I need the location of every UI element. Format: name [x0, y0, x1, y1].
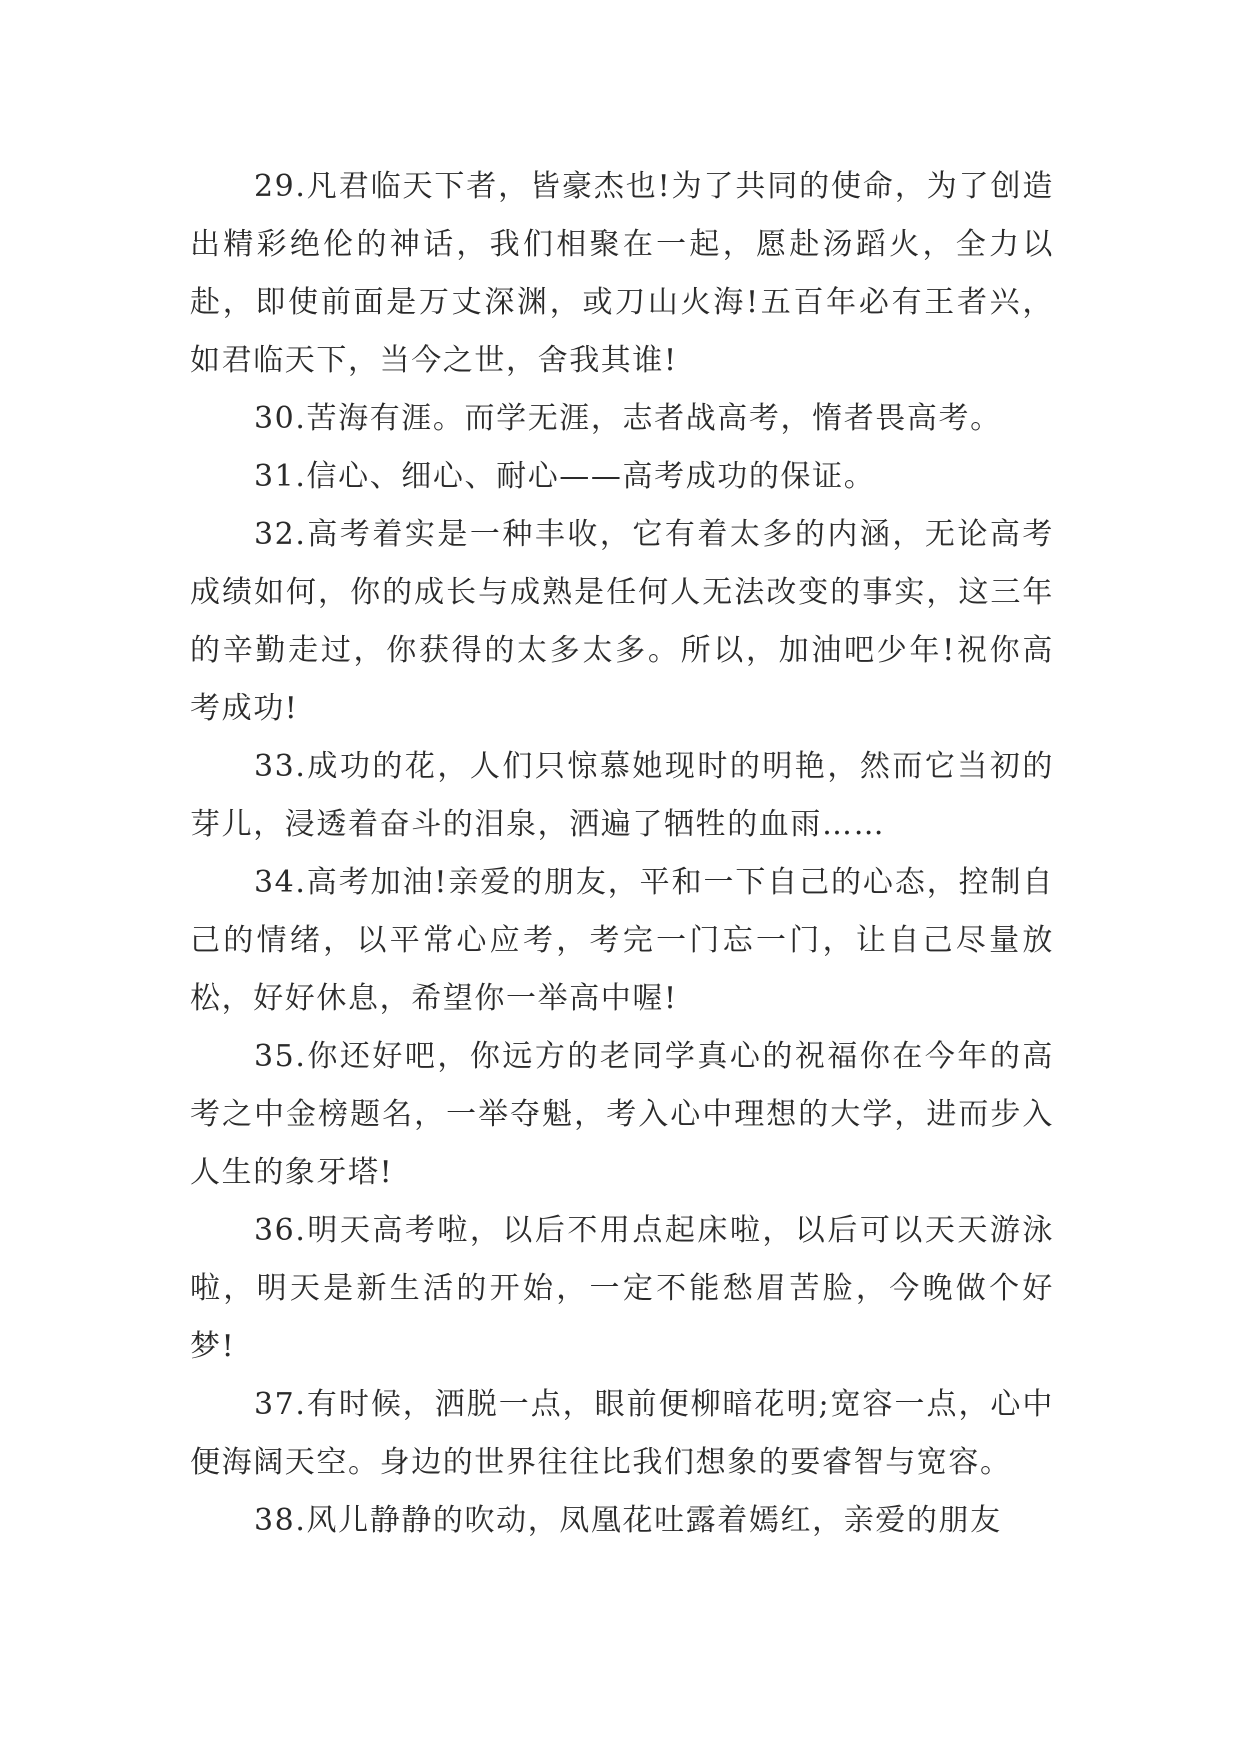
paragraph-32: 32.高考着实是一种丰收，它有着太多的内涵，无论高考成绩如何，你的成长与成熟是任何人无法改变的事实，这三年的辛勤走过，你获得的太多太多。所以，加油吧少年!祝你高考成功!: [190, 517, 1054, 726]
paragraph-38: 38.风儿静静的吹动，凤凰花吐露着嫣红，亲爱的朋友: [254, 1503, 1002, 1538]
paragraph-31: 31.信心、细心、耐心——高考成功的保证。: [254, 459, 876, 494]
paragraph-36: 36.明天高考啦，以后不用点起床啦，以后可以天天游泳啦，明天是新生活的开始，一定不能愁眉苦脸，今晚做个好梦!: [190, 1213, 1054, 1364]
paragraph-33: 33.成功的花，人们只惊慕她现时的明艳，然而它当初的芽儿，浸透着奋斗的泪泉，洒遍了牺牲的血雨……: [190, 749, 1054, 842]
paragraph-35: 35.你还好吧，你远方的老同学真心的祝福你在今年的高考之中金榜题名，一举夺魁，考入心中理想的大学，进而步入人生的象牙塔!: [190, 1039, 1054, 1190]
paragraph-34: 34.高考加油!亲爱的朋友，平和一下自己的心态，控制自己的情绪，以平常心应考，考完一门忘一门，让自己尽量放松，好好休息，希望你一举高中喔!: [190, 865, 1054, 1016]
paragraph-30: 30.苦海有涯。而学无涯，志者战高考，惰者畏高考。: [254, 401, 1002, 436]
document-body: [190, 158, 1054, 1550]
paragraph-37: 37.有时候，洒脱一点，眼前便柳暗花明;宽容一点，心中便海阔天空。身边的世界往往比我们想象的要睿智与宽容。: [190, 1387, 1054, 1480]
paragraph-29: 29.凡君临天下者，皆豪杰也!为了共同的使命，为了创造出精彩绝伦的神话，我们相聚在一起，愿赴汤蹈火，全力以赴，即使前面是万丈深渊，或刀山火海!五百年必有王者兴，如君临天下，当今之世，舍我其谁!: [190, 169, 1054, 378]
